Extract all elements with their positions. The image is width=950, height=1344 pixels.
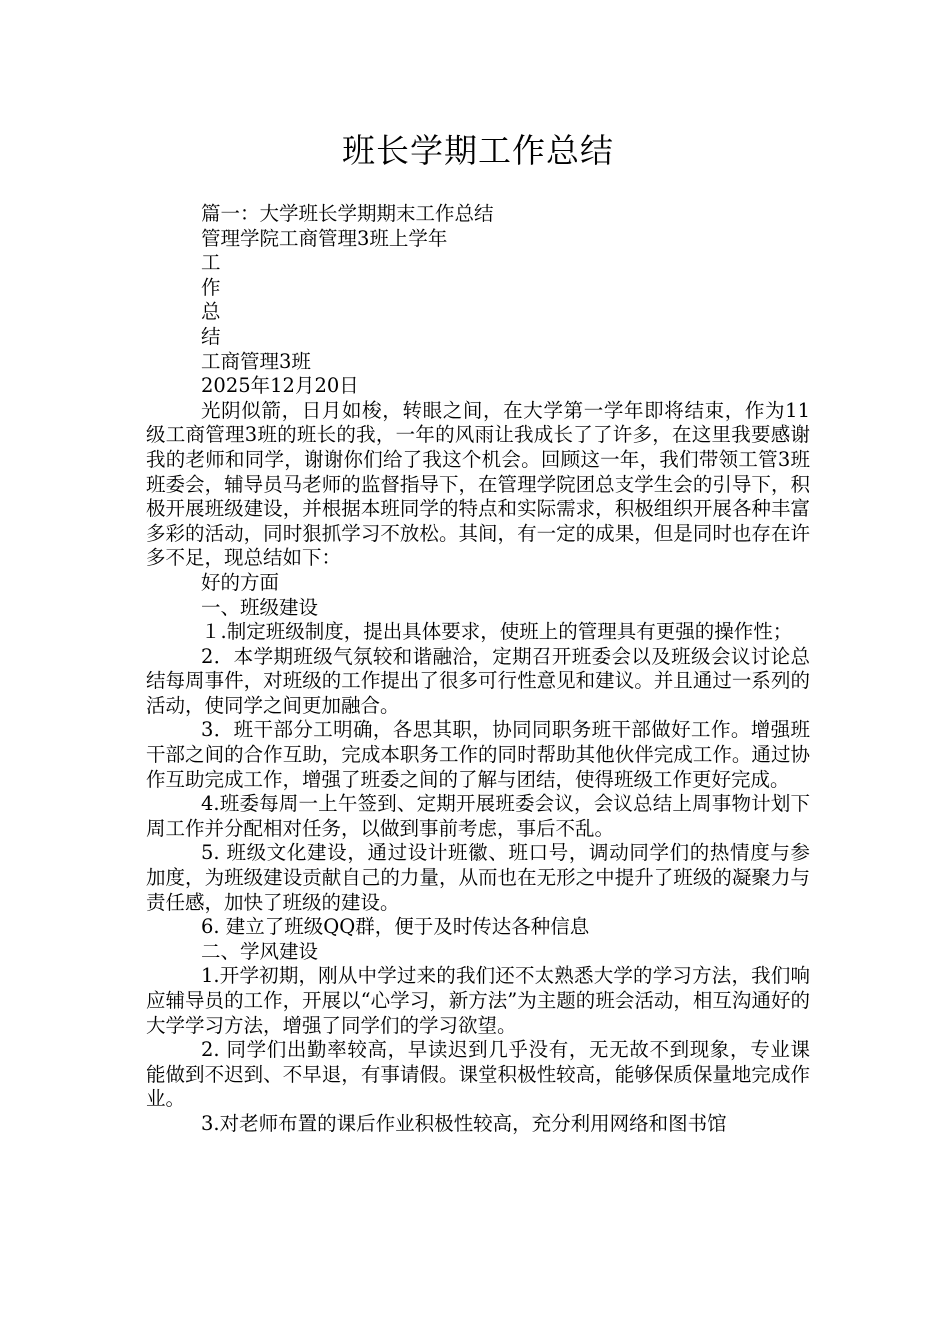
vertical-char: 结 bbox=[201, 324, 221, 348]
article-heading: 篇一：大学班长学期期末工作总结 bbox=[201, 202, 494, 225]
vertical-char: 总 bbox=[201, 300, 221, 324]
section-heading-class-building: 一、班级建设 bbox=[201, 595, 319, 619]
list-item: 3.对老师布置的课后作业积极性较高，充分利用网络和图书馆 bbox=[201, 1111, 727, 1135]
date-line: 2025年12月20日 bbox=[201, 374, 359, 398]
list-item: 4.班委每周一上午签到、定期开展班委会议，会议总结上周事物计划下周工作并分配相对任务，以做到事前考虑，事后不乱。 bbox=[146, 792, 810, 840]
list-item: 2. 同学们出勤率较高，早读迟到几乎没有，无无故不到现象，专业课能做到不迟到、不早退，有事请假。课堂积极性较高，能够保质保量地完成作业。 bbox=[146, 1038, 810, 1111]
intro-paragraph: 光阴似箭，日月如梭，转眼之间，在大学第一学年即将结束，作为11级工商管理3班的班长的我，一年的风雨让我成长了了许多，在这里我要感谢我的老师和同学，谢谢你们给了我这个机会。回顾这一年，我们带领工管3班班委会，辅导员马老师的监督指导下，在管理学院团总支学生会的引导下，积极开展班级建设，并根据本班同学的特点和实际需求，积极组织开展各种丰富多彩的活动，同时狠抓学习不放松。其间，有一定的成果，但是同时也存在许多不足，现总结如下： bbox=[146, 398, 810, 570]
list-item: 6. 建立了班级QQ群，便于及时传达各种信息 bbox=[201, 915, 590, 939]
author-class: 工商管理3班 bbox=[201, 349, 311, 373]
class-name-line: 管理学院工商管理3班上学年 bbox=[201, 226, 448, 250]
list-item: 3．班干部分工明确，各思其职，协同同职务班干部做好工作。增强班干部之间的合作互助，完成本职务工作的同时帮助其他伙伴完成工作。通过协作互助完成工作，增强了班委之间的了解与团结，使得班级工作更好完成。 bbox=[146, 718, 810, 791]
vertical-char: 工 bbox=[201, 251, 221, 275]
list-item: 1.开学初期，刚从中学过来的我们还不太熟悉大学的学习方法，我们响应辅导员的工作，开展以“心学习，新方法”为主题的班会活动，相互沟通好的大学学习方法，增强了同学们的学习欲望。 bbox=[146, 964, 810, 1037]
document-title: 班长学期工作总结 bbox=[342, 131, 614, 170]
list-item: 2．本学期班级气氛较和谐融洽，定期召开班委会以及班级会议讨论总结每周事件，对班级的工作提出了很多可行性意见和建议。并且通过一系列的活动，使同学之间更加融合。 bbox=[146, 644, 810, 717]
list-item: 5. 班级文化建设，通过设计班徽、班口号，调动同学们的热情度与参加度，为班级建设贡献自己的力量，从而也在无形之中提升了班级的凝聚力与责任感，加快了班级的建设。 bbox=[146, 841, 810, 914]
list-item: １.制定班级制度，提出具体要求，使班上的管理具有更强的操作性； bbox=[201, 620, 793, 644]
vertical-char: 作 bbox=[201, 275, 221, 299]
good-aspects-heading: 好的方面 bbox=[201, 570, 280, 594]
document-page bbox=[146, 128, 810, 1137]
section-heading-study-style: 二、学风建设 bbox=[201, 939, 319, 963]
